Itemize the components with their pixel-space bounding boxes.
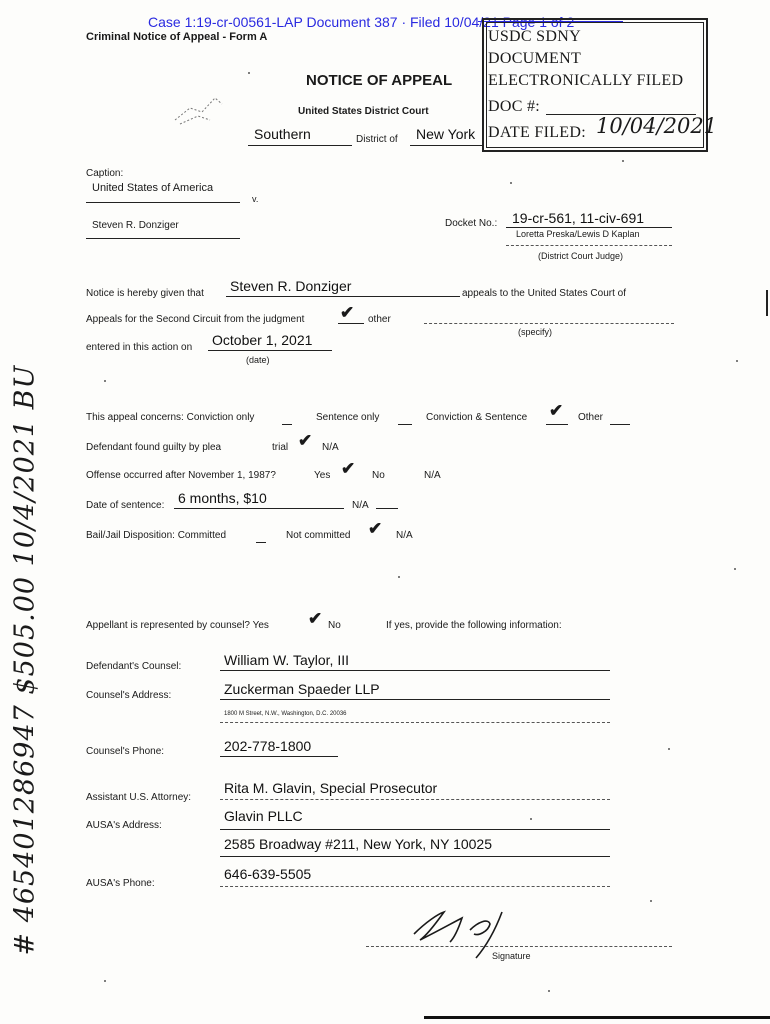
caption-plaintiff: United States of America — [92, 182, 214, 194]
offense-yes-label: Yes — [314, 470, 331, 481]
stamp-line-1: USDC SDNY — [488, 28, 581, 45]
guilty-na-label: N/A — [322, 442, 339, 453]
notice-title: NOTICE OF APPEAL — [306, 72, 453, 89]
ausa-label: Assistant U.S. Attorney: — [86, 792, 192, 803]
bail-na-label: N/A — [396, 530, 413, 541]
not-committed-check-icon: ✔ — [368, 519, 383, 538]
form-name: Criminal Notice of Appeal - Form A — [86, 31, 268, 43]
stamp-line-3: ELECTRONICALLY FILED — [488, 72, 684, 89]
offense-na-label: N/A — [424, 470, 441, 481]
judge-caption: (District Court Judge) — [538, 251, 624, 261]
other-concerns-label: Other — [578, 412, 604, 423]
counsel-if-yes: If yes, provide the following information: — [386, 620, 562, 631]
ausa-phone: 646-639-5505 — [224, 866, 312, 882]
ausa-address-label: AUSA's Address: — [86, 820, 162, 831]
ausa-phone-label: AUSA's Phone: — [86, 878, 155, 889]
trial-label: trial — [272, 442, 289, 453]
offense-yes-check-icon: ✔ — [341, 459, 356, 478]
counsel-firm: Zuckerman Spaeder LLP — [224, 681, 380, 697]
sentence-label: Date of sentence: — [86, 500, 165, 511]
signature-label: Signature — [492, 951, 531, 961]
counsel-address-label: Counsel's Address: — [86, 690, 172, 701]
counsel-no-label: No — [328, 620, 341, 631]
district-label: District of — [356, 134, 398, 145]
counsel-phone: 202-778-1800 — [224, 738, 312, 754]
handwritten-signature — [392, 900, 562, 962]
district-value-southern: Southern — [254, 126, 311, 142]
offense-label: Offense occurred after November 1, 1987? — [86, 470, 276, 481]
scan-edge-mark — [766, 290, 768, 316]
stamp-line-4: DOC #: — [488, 98, 541, 115]
ausa-firm: Glavin PLLC — [224, 808, 303, 824]
docket-label: Docket No.: — [445, 218, 498, 229]
not-committed-label: Not committed — [286, 530, 351, 541]
ausa-street: 2585 Broadway #211, New York, NY 10025 — [224, 836, 493, 852]
date-caption: (date) — [246, 355, 270, 365]
judgment-check-icon: ✔ — [340, 303, 355, 322]
bail-label: Bail/Jail Disposition: Committed — [86, 530, 227, 541]
guilty-label: Defendant found guilty by plea — [86, 442, 222, 453]
defendants-counsel-label: Defendant's Counsel: — [86, 661, 182, 672]
counsel-street: 1800 M Street, N.W., Washington, D.C. 20036 — [224, 711, 347, 717]
court-name: United States District Court — [298, 106, 429, 117]
docket-judges: Loretta Preska/Lewis D Kaplan — [516, 229, 640, 239]
district-value-new-york: New York — [416, 126, 476, 142]
notice-line2: Appeals for the Second Circuit from the judgment — [86, 314, 305, 325]
notice-suffix: appeals to the United States Court of — [462, 288, 626, 299]
counsel-phone-label: Counsel's Phone: — [86, 746, 165, 757]
offense-no-label: No — [372, 470, 385, 481]
case-header: Case 1:19-cr-00561-LAP Document 387 · Filed 10/04/21 Page 1 of 2 — [148, 14, 575, 30]
sentence-na-label: N/A — [352, 500, 369, 511]
conviction-sentence-label: Conviction & Sentence — [426, 412, 528, 423]
docket-value: 19-cr-561, 11-civ-691 — [512, 210, 645, 226]
appellant-name: Steven R. Donziger — [230, 278, 352, 294]
counsel-question: Appellant is represented by counsel? Yes — [86, 620, 269, 631]
conviction-sentence-check-icon: ✔ — [549, 401, 564, 420]
other-label: other — [368, 314, 391, 325]
defendants-counsel: William W. Taylor, III — [224, 652, 349, 668]
scribble-mark — [170, 90, 230, 130]
caption-label: Caption: — [86, 168, 124, 179]
trial-check-icon: ✔ — [298, 431, 313, 450]
notice-prefix: Notice is hereby given that — [86, 288, 204, 299]
caption-defendant: Steven R. Donziger — [92, 220, 179, 231]
stamp-date-label: DATE FILED: — [488, 124, 586, 141]
specify-caption: (specify) — [518, 327, 553, 337]
margin-receipt-note: # 465401286947 $505.00 10/4/2021 BU — [9, 364, 41, 956]
scan-edge-line — [424, 1016, 770, 1019]
ausa-name: Rita M. Glavin, Special Prosecutor — [224, 780, 438, 796]
caption-versus: v. — [252, 194, 259, 204]
sentence-value: 6 months, $10 — [178, 490, 267, 506]
appeal-concerns-label: This appeal concerns: Conviction only — [86, 412, 255, 423]
stamp-line-2: DOCUMENT — [488, 50, 582, 67]
sentence-only-label: Sentence only — [316, 412, 380, 423]
notice-line3: entered in this action on — [86, 342, 193, 353]
stamp-date-value: 10/04/2021 — [596, 114, 718, 138]
counsel-yes-check-icon: ✔ — [308, 609, 323, 628]
judgment-date: October 1, 2021 — [212, 332, 313, 348]
